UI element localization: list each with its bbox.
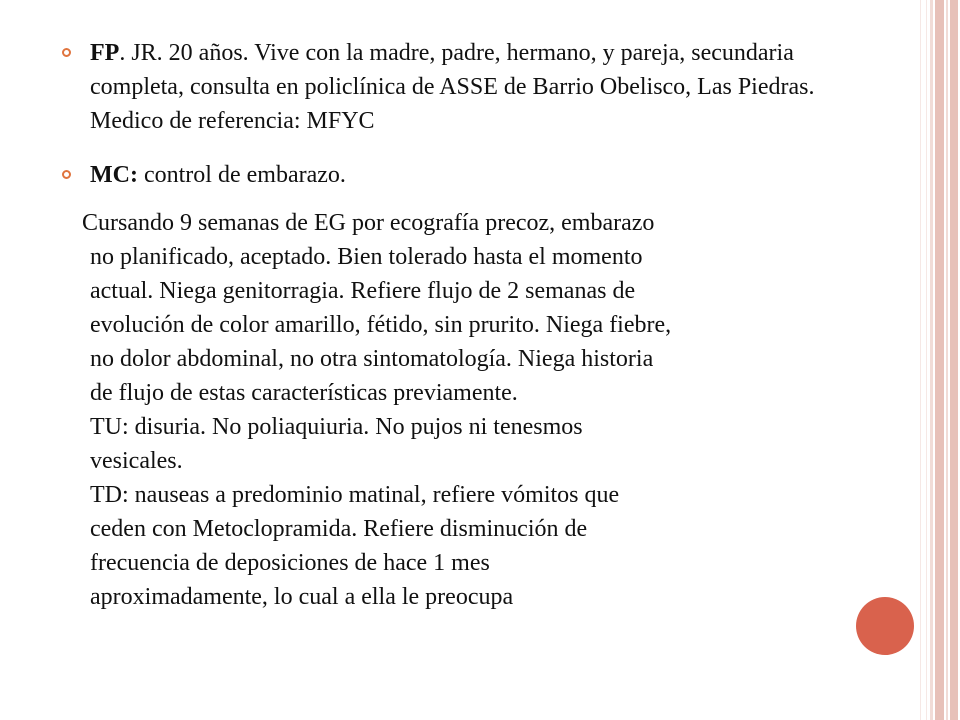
bullet-text: . JR. 20 años. Vive con la madre, padre, hermano, y pareja, secundaria completa, consulta en policlínica de ASSE de Barrio Obelisco, Las Piedras. Medico de referencia: MFYC <box>90 40 815 134</box>
paragraph-line: actual. Niega genitorragia. Refiere flujo de 2 semanas de <box>90 278 636 304</box>
paragraph-line: TU: disuria. No poliaquiuria. No pujos ni tenesmos <box>90 414 583 440</box>
border-strip <box>930 0 933 720</box>
border-strip <box>946 0 948 720</box>
paragraph-line: aproximadamente, lo cual a ella le preocupa <box>90 584 514 610</box>
accent-circle <box>856 597 914 655</box>
bullet-label: FP <box>90 40 120 66</box>
bullet-fp <box>62 36 862 138</box>
border-line <box>926 0 927 720</box>
bullet-label: MC: <box>90 162 138 188</box>
paragraph-line: de flujo de estas características previamente. <box>90 380 518 406</box>
paragraph-line: TD: nauseas a predominio matinal, refiere vómitos que <box>90 482 620 508</box>
paragraph-line: no planificado, aceptado. Bien tolerado hasta el momento <box>90 244 643 270</box>
paragraph-line: Cursando 9 semanas de EG por ecografía precoz, embarazo <box>82 210 655 236</box>
paragraph-line: frecuencia de deposiciones de hace 1 mes <box>90 550 490 576</box>
clinical-history-paragraph <box>62 206 862 614</box>
paragraph-line: no dolor abdominal, no otra sintomatología. Niega historia <box>90 346 654 372</box>
border-strip <box>950 0 958 720</box>
paragraph-line: ceden con Metoclopramida. Refiere disminución de <box>90 516 588 542</box>
bullet-circle-icon <box>62 48 71 57</box>
border-line <box>920 0 921 720</box>
bullet-mc <box>62 158 862 192</box>
bullet-text: control de embarazo. <box>137 162 346 188</box>
paragraph-line: vesicales. <box>90 448 183 474</box>
bullet-circle-icon <box>62 170 71 179</box>
paragraph-line: evolución de color amarillo, fétido, sin prurito. Niega fiebre, <box>90 312 672 338</box>
slide-content <box>62 36 862 614</box>
border-strip <box>935 0 944 720</box>
